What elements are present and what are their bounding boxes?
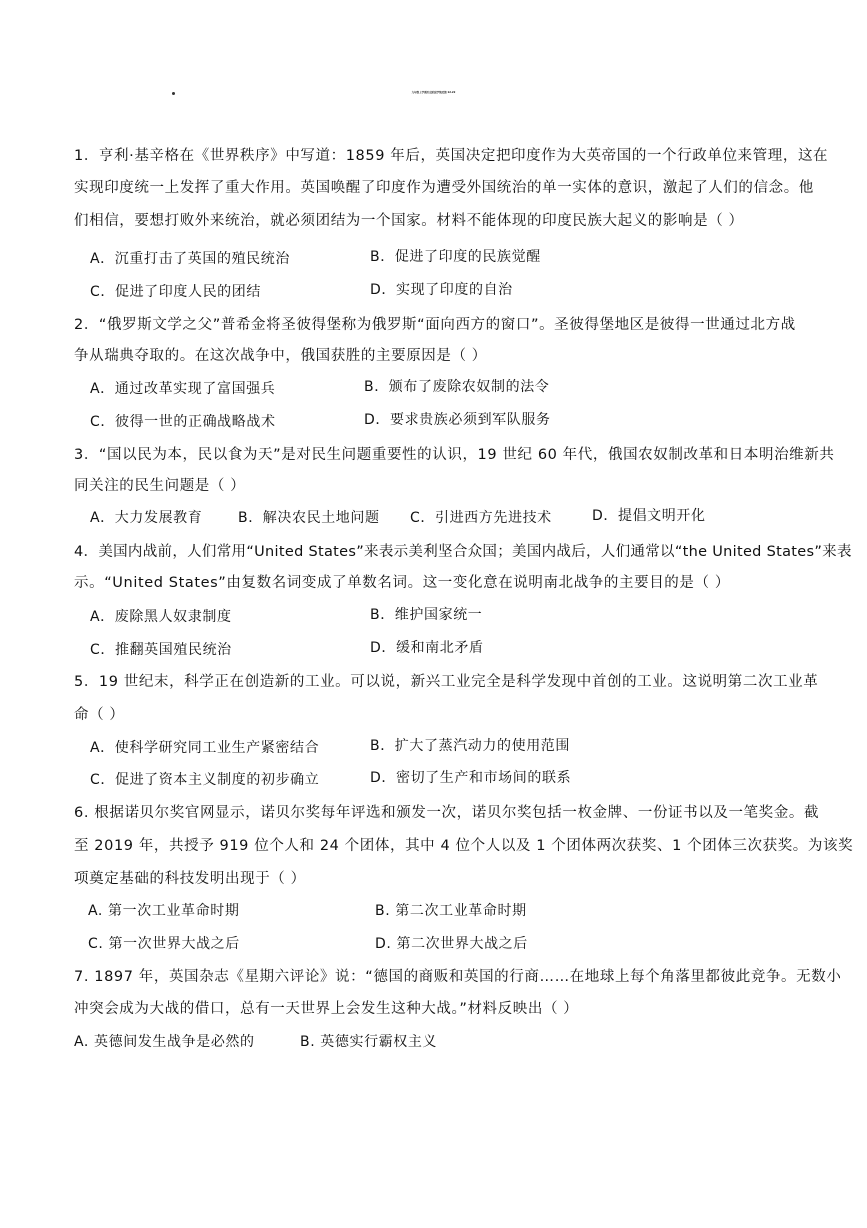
q6-stem-line-2: 至 2019 年，共授予 919 位个人和 24 个团体，其中 4 位个人以及 1 个团体两次获奖、1 个团体三次获奖。为该奖 [74,838,854,854]
q2-stem-line-2: 争从瑞典夺取的。在这次战争中，俄国获胜的主要原因是（ ） [74,348,487,364]
q7-option-b: B. 英德实行霸权主义 [300,1034,438,1050]
q2-option-c: C．彼得一世的正确战略战术 [90,414,276,430]
q3-option-b: B．解决农民土地问题 [238,510,380,526]
q1-option-d: D．实现了印度的自治 [370,282,513,298]
q6-stem-line-3: 项奠定基础的科技发明出现于（ ） [74,871,306,887]
q2-option-d: D．要求贵族必须到军队服务 [364,412,551,428]
q7-stem-line-2: 冲突会成为大战的借口，总有一天世界上会发生这种大战。”材料反映出（ ） [74,1001,579,1017]
q3-stem-line-2: 同关注的民生问题是（ ） [74,478,246,494]
q3-stem-line-1: 3．“国以民为本，民以食为天”是对民生问题重要性的认识，19 世纪 60 年代，俄国农奴制改革和日本明治维新共 [74,447,835,463]
q6-stem-line-1: 6. 根据诺贝尔奖官网显示，诺贝尔奖每年评选和颁发一次，诺贝尔奖包括一枚金牌、一份证书以及一笔奖金。截 [74,805,820,821]
q5-stem-line-1: 5．19 世纪末，科学正在创造新的工业。可以说，新兴工业完全是科学发现中首创的工业。这说明第二次工业革 [74,674,819,690]
q1-option-c: C．促进了印度人民的团结 [90,284,261,300]
q7-stem-line-1: 7. 1897 年，英国杂志《星期六评论》说：“德国的商贩和英国的行商……在地球上每个角落里都彼此竞争。无数小 [74,969,842,985]
q1-option-a: A．沉重打击了英国的殖民统治 [90,251,290,267]
q1-stem-line-3: 们相信，要想打败外来统治，就必须团结为一个国家。材料不能体现的印度民族大起义的影响是（ ） [74,213,744,229]
q2-option-b: B．颁布了废除农奴制的法令 [364,379,550,395]
q6-option-a: A. 第一次工业革命时期 [88,903,240,919]
q5-option-c: C．促进了资本主义制度的初步确立 [90,772,320,788]
q5-option-a: A．使科学研究同工业生产紧密结合 [90,740,320,756]
q5-option-d: D．密切了生产和市场间的联系 [370,770,572,786]
q4-stem-line-1: 4．美国内战前，人们常用“United States”来表示美利坚合众国；美国内战后，人们通常以“the United States”来表 [74,544,852,560]
q6-option-d: D. 第二次世界大战之后 [375,936,528,952]
q7-option-a: A. 英德间发生战争是必然的 [74,1034,255,1050]
q4-option-d: D．缓和南北矛盾 [370,640,484,656]
q4-option-c: C．推翻英国殖民统治 [90,642,232,658]
q1-stem-line-2: 实现印度统一上发挥了重大作用。英国唤醒了印度作为遭受外国统治的单一实体的意识，激起了人们的信念。他 [74,180,814,196]
q4-option-b: B．维护国家统一 [370,607,483,623]
q5-option-b: B．扩大了蒸汽动力的使用范围 [370,738,571,754]
exam-title: 九年级上学期历史阶段学情反馈 12.22 [411,91,456,94]
q6-option-b: B. 第二次工业革命时期 [375,903,527,919]
q2-stem-line-1: 2．“俄罗斯文学之父”普希金将圣彼得堡称为俄罗斯“面向西方的窗口”。圣彼得堡地区是彼得一世通过北方战 [74,317,796,333]
q4-option-a: A．废除黑人奴隶制度 [90,609,232,625]
q5-stem-line-2: 命（ ） [74,707,125,723]
q3-option-c: C．引进西方先进技术 [410,510,552,526]
q1-option-b: B．促进了印度的民族觉醒 [370,249,541,265]
q4-stem-line-2: 示。“United States”由复数名词变成了单数名词。这一变化意在说明南北战争的主要目的是（ ） [74,575,730,591]
q1-stem-line-1: 1．亨利·基辛格在《世界秩序》中写道：1859 年后，英国决定把印度作为大英帝国的一个行政单位来管理，这在 [74,148,829,164]
q3-option-d: D．提倡文明开化 [592,508,706,524]
q6-option-c: C. 第一次世界大战之后 [88,936,240,952]
q2-option-a: A．通过改革实现了富国强兵 [90,381,276,397]
q3-option-a: A．大力发展教育 [90,510,203,526]
